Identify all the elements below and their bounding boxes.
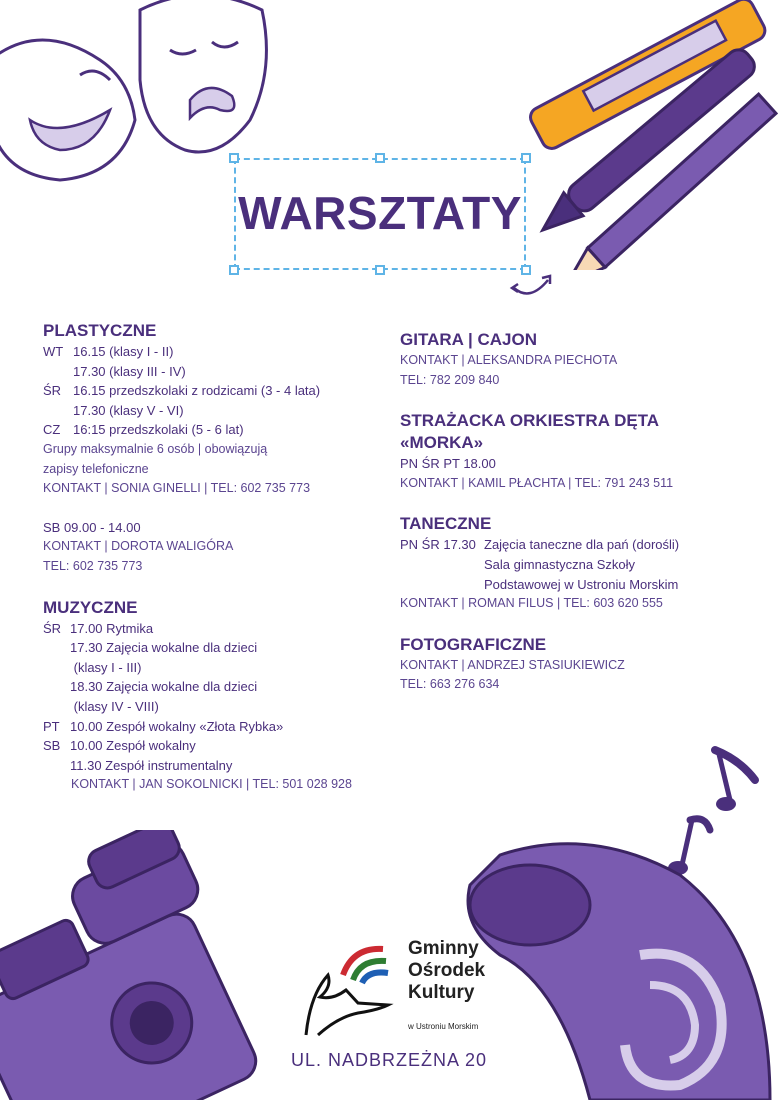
address: UL. NADBRZEŻNA 20 xyxy=(290,1050,488,1070)
schedule-row: 11.30 Zespół instrumentalny xyxy=(70,757,233,773)
phone-line: TEL: 602 735 773 xyxy=(43,558,143,573)
contact-line: KONTAKT | ANDRZEJ STASIUKIEWICZ xyxy=(400,657,625,672)
contact-line: KONTAKT | KAMIL PŁACHTA | TEL: 791 243 511 xyxy=(400,475,674,490)
schedule-row: 17.30 (klasy V - VI) xyxy=(73,402,184,418)
frame-handle xyxy=(375,153,385,163)
contact-line: KONTAKT | ROMAN FILUS | TEL: 603 620 555 xyxy=(400,596,663,611)
schedule-row: 17.30 Zajęcia wokalne dla dzieci xyxy=(70,640,258,656)
page-title: WARSZTATY xyxy=(238,187,522,239)
section-heading-plastyczne: PLASTYCZNE xyxy=(43,321,157,340)
schedule-row: (klasy I - III) xyxy=(70,659,142,675)
logo-text: Gminny Ośrodek Kultury xyxy=(408,938,486,1003)
schedule-row: CZ 16:15 przedszkolaki (5 - 6 lat) xyxy=(43,422,244,438)
schedule-row: Podstawowej w Ustroniu Morskim xyxy=(484,576,679,592)
schedule-row: ŚR 16.15 przedszkolaki z rodzicami (3 - 4 lata) xyxy=(43,383,321,399)
schedule-row: PT 10.00 Zespół wokalny «Złota Rybka» xyxy=(43,718,284,734)
section-heading-gitara: GITARA | CAJON xyxy=(400,330,537,349)
schedule-row: SB 09.00 - 14.00 xyxy=(43,519,141,535)
contact-line: KONTAKT | JAN SOKOLNICKI | TEL: 501 028 928 xyxy=(71,777,352,792)
schedule-row: PN ŚR 17.30 Zajęcia taneczne dla pań (dorośli) xyxy=(400,537,680,553)
schedule-row: (klasy IV - VIII) xyxy=(70,698,159,714)
contact-line: KONTAKT | DOROTA WALIGÓRA xyxy=(43,539,234,554)
contact-line: KONTAKT | SONIA GINELLI | TEL: 602 735 773 xyxy=(43,481,311,496)
schedule-row: WT 16.15 (klasy I - II) xyxy=(43,344,174,359)
frame-handle xyxy=(375,265,385,275)
phone-line: TEL: 663 276 634 xyxy=(400,677,500,692)
schedule-row: SB 10.00 Zespół wokalny xyxy=(43,738,196,754)
logo-icon xyxy=(298,935,408,1040)
art-tools-icon xyxy=(500,0,778,270)
schedule-row: 18.30 Zajęcia wokalne dla dzieci xyxy=(70,679,258,695)
frame-handle xyxy=(229,153,239,163)
note-text: zapisy telefoniczne xyxy=(43,461,149,476)
schedule-row: ŚR 17.00 Rytmika xyxy=(43,620,154,636)
schedule-row: Sala gimnastyczna Szkoły xyxy=(484,556,636,572)
rotate-icon xyxy=(508,266,556,302)
schedule-row: 17.30 (klasy III - IV) xyxy=(73,363,186,379)
left-column xyxy=(43,320,373,795)
contact-line: KONTAKT | ALEKSANDRA PIECHOTA xyxy=(400,353,618,367)
schedule-row: PN ŚR PT 18.00 xyxy=(400,456,496,472)
frame-handle xyxy=(229,265,239,275)
note-text: Grupy maksymalnie 6 osób | obowiązują xyxy=(43,441,268,456)
section-heading-muzyczne: MUZYCZNE xyxy=(43,597,138,617)
logo-subtext: w Ustroniu Morskim xyxy=(408,1022,479,1031)
section-heading-taneczne: TANECZNE xyxy=(400,514,492,534)
right-column xyxy=(400,329,740,695)
section-heading-fotograficzne: FOTOGRAFICZNE xyxy=(400,634,547,654)
frame-handle xyxy=(521,153,531,163)
phone-line: TEL: 782 209 840 xyxy=(400,372,500,387)
section-heading-orkiestra: STRAŻACKA ORKIESTRA DĘTA «MORKA» xyxy=(400,411,659,453)
